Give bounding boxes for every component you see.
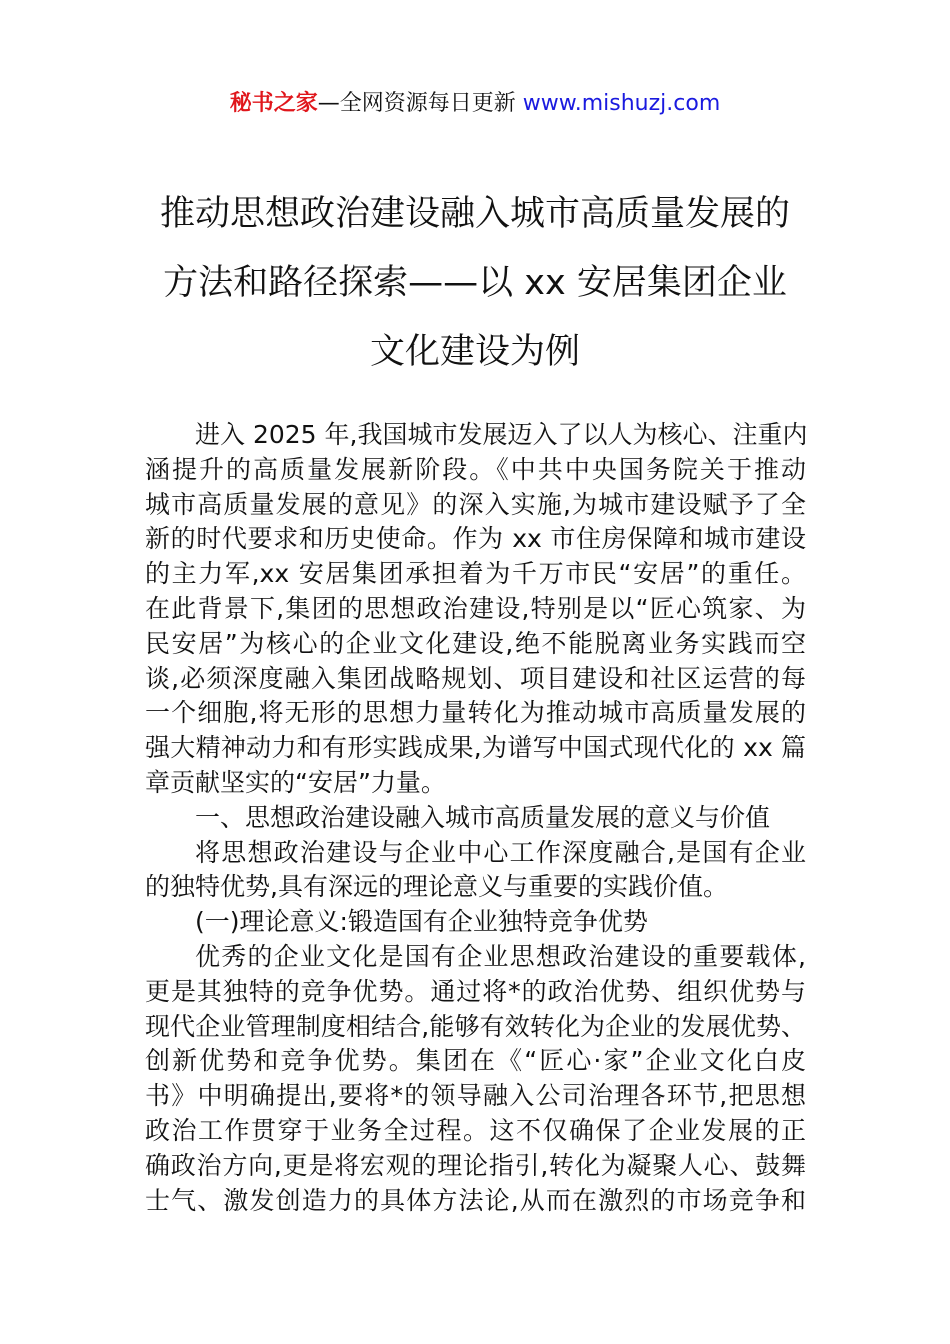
body-text-line: 士气、激发创造力的具体方法论,从而在激烈的市场竞争和 xyxy=(145,1185,806,1215)
body-text-line: 谈,必须深度融入集团战略规划、项目建设和社区运营的每 xyxy=(145,663,806,693)
body-text-line: (一)理论意义:锻造国有企业独特竞争优势 xyxy=(195,907,648,937)
body-text-line: 优秀的企业文化是国有企业思想政治建设的重要载体, xyxy=(195,941,806,971)
body-text-line: 确政治方向,更是将宏观的理论指引,转化为凝聚人心、鼓舞 xyxy=(145,1150,806,1180)
site-header xyxy=(0,88,950,120)
site-url-link[interactable]: www.mishuzj.com xyxy=(522,91,721,116)
body-text-line: 的主力军,xx 安居集团承担着为千万市民“安居”的重任。 xyxy=(145,559,806,589)
body-text-line: 城市高质量发展的意见》的深入实施,为城市建设赋予了全 xyxy=(145,489,806,519)
body-text-line: 民安居”为核心的企业文化建设,绝不能脱离业务实践而空 xyxy=(145,628,806,658)
body-text-line: 涵提升的高质量发展新阶段。《中共中央国务院关于推动 xyxy=(145,454,806,484)
body-text-line: 的独特优势,具有深远的理论意义与重要的实践价值。 xyxy=(145,872,728,902)
document-title xyxy=(100,180,850,387)
title-line: 文化建设为例 xyxy=(369,332,580,372)
document-body xyxy=(145,418,806,1218)
body-text-line: 章贡献坚实的“安居”力量。 xyxy=(145,767,446,797)
site-tagline: —全网资源每日更新 xyxy=(317,91,523,116)
body-text-line: 一个细胞,将无形的思想力量转化为推动城市高质量发展的 xyxy=(145,698,806,728)
body-text-line: 政治工作贯穿于业务全过程。这不仅确保了企业发展的正 xyxy=(145,1115,806,1145)
body-text-line: 更是其独特的竞争优势。通过将*的政治优势、组织优势与 xyxy=(145,976,806,1006)
body-text-line: 新的时代要求和历史使命。作为 xx 市住房保障和城市建设 xyxy=(145,524,806,554)
title-line: 推动思想政治建设融入城市高质量发展的 xyxy=(159,194,790,234)
body-text-line: 现代企业管理制度相结合,能够有效转化为企业的发展优势、 xyxy=(145,1011,806,1041)
site-brand: 秘书之家 xyxy=(229,91,318,116)
body-text-line: 一、思想政治建设融入城市高质量发展的意义与价值 xyxy=(195,802,771,832)
body-text-line: 书》中明确提出,要将*的领导融入公司治理各环节,把思想 xyxy=(145,1081,806,1111)
title-line: 方法和路径探索——以 xx 安居集团企业 xyxy=(163,263,787,303)
body-text-line: 将思想政治建设与企业中心工作深度融合,是国有企业 xyxy=(195,837,806,867)
body-text-line: 进入 2025 年,我国城市发展迈入了以人为核心、注重内 xyxy=(195,420,808,449)
body-text-line: 在此背景下,集团的思想政治建设,特别是以“匠心筑家、为 xyxy=(145,593,806,623)
body-text-line: 强大精神动力和有形实践成果,为谱写中国式现代化的 xx 篇 xyxy=(145,733,806,763)
body-text-line: 创新优势和竞争优势。集团在《“匠心·家”企业文化白皮 xyxy=(145,1046,806,1076)
